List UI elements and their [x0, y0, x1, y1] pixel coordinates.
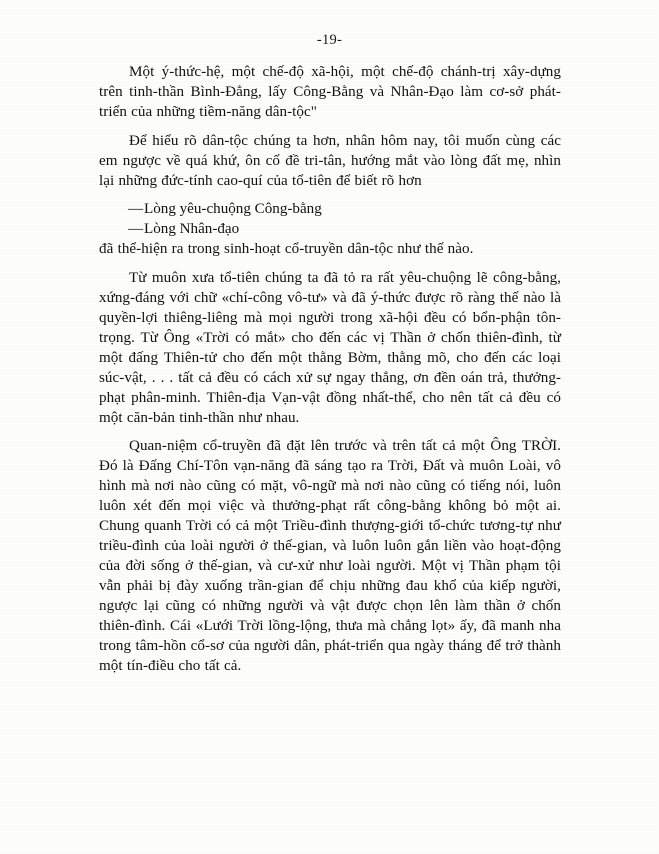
paragraph: Từ muôn xưa tổ-tiên chúng ta đã tỏ ra rất yêu-chuộng lẽ công-bằng, xứng-đáng với chữ «chí-công vô-tư» và đã ý-thức được rõ ràng thế nào là quyền-lợi thiêng-liêng mà mọi người trong xã-hội đều có bổn-phận tôn-trọng. Từ Ông «Trời có mắt» cho đến các vị Thần ở chốn thiên-đình, từ một đấng Thiên-tử cho đến một thằng Bờm, thằng mõ, cho đến các loại súc-vật, . . . tất cả đều có cách xử sự ngay thẳng, ơn đền oán trả, thưởng-phạt phân-minh. Thiên-địa Vạn-vật đồng nhất-thể, cho nên tất cả đều có một căn-bản tinh-thần như nhau. — [99, 269, 561, 426]
page-number: -19- — [316, 32, 343, 48]
paragraph: Một ý-thức-hệ, một chế-độ xã-hội, một chế-độ chánh-trị xây-dựng trên tinh-thần Bình-Đẳng, lấy Công-Bằng và Nhân-Đạo làm cơ-sở phát-triển của những tiềm-năng dân-tộc" — [99, 64, 561, 120]
bullet-list — [99, 199, 561, 239]
em-dash-marker: — — [128, 201, 144, 217]
page-text-block — [99, 62, 561, 676]
list-item — [99, 219, 561, 239]
paragraph: Quan-niệm cổ-truyền đã đặt lên trước và trên tất cả một Ông TRỜI. Đó là Đấng Chí-Tôn vạn-năng đã sáng tạo ra Trời, Đất và muôn Loài, vô hình mà nơi nào cũng có mặt, vô-ngữ mà nơi nào cũng có tiếng nói, luôn luôn xét đến mọi việc và thưởng-phạt rất công-bằng không bỏ một ai. Chung quanh Trời có cả một Triều-đình thượng-giới tổ-chức tương-tự như triều-đình của loài người ở thế-gian, và luôn luôn gắn liền vào hoạt-động của đời sống ở thế-gian, và cư-xử như loài người. Một vị Thần phạm tội vẫn phải bị đày xuống trần-gian để chịu những đau khổ của kiếp người, ngược lại cũng có những người và vật được chọn lên làm thần ở chốn thiên-đình. Cái «Lưới Trời lồng-lộng, thưa mà chẳng lọt» ấy, đã manh nha trong tâm-hồn cổ-sơ của người dân, phát-triển qua ngày tháng để trở thành một tín-điều cho tất cả. — [99, 438, 561, 674]
paragraph-continuation: đã thể-hiện ra trong sinh-hoạt cổ-truyền dân-tộc như thế nào. — [99, 241, 474, 257]
list-item — [99, 199, 561, 219]
list-item-label: Lòng yêu-chuộng Công-bằng — [144, 201, 322, 217]
em-dash-marker: — — [128, 221, 144, 237]
list-item-label: Lòng Nhân-đạo — [144, 221, 240, 237]
paragraph: Để hiểu rõ dân-tộc chúng ta hơn, nhân hôm nay, tôi muốn cùng các em ngược về quá khứ, ôn cố đề tri-tân, hướng mắt vào lòng đất mẹ, nhìn lại những đức-tính cao-quí của tổ-tiên để biết rõ hơn — [99, 132, 561, 189]
